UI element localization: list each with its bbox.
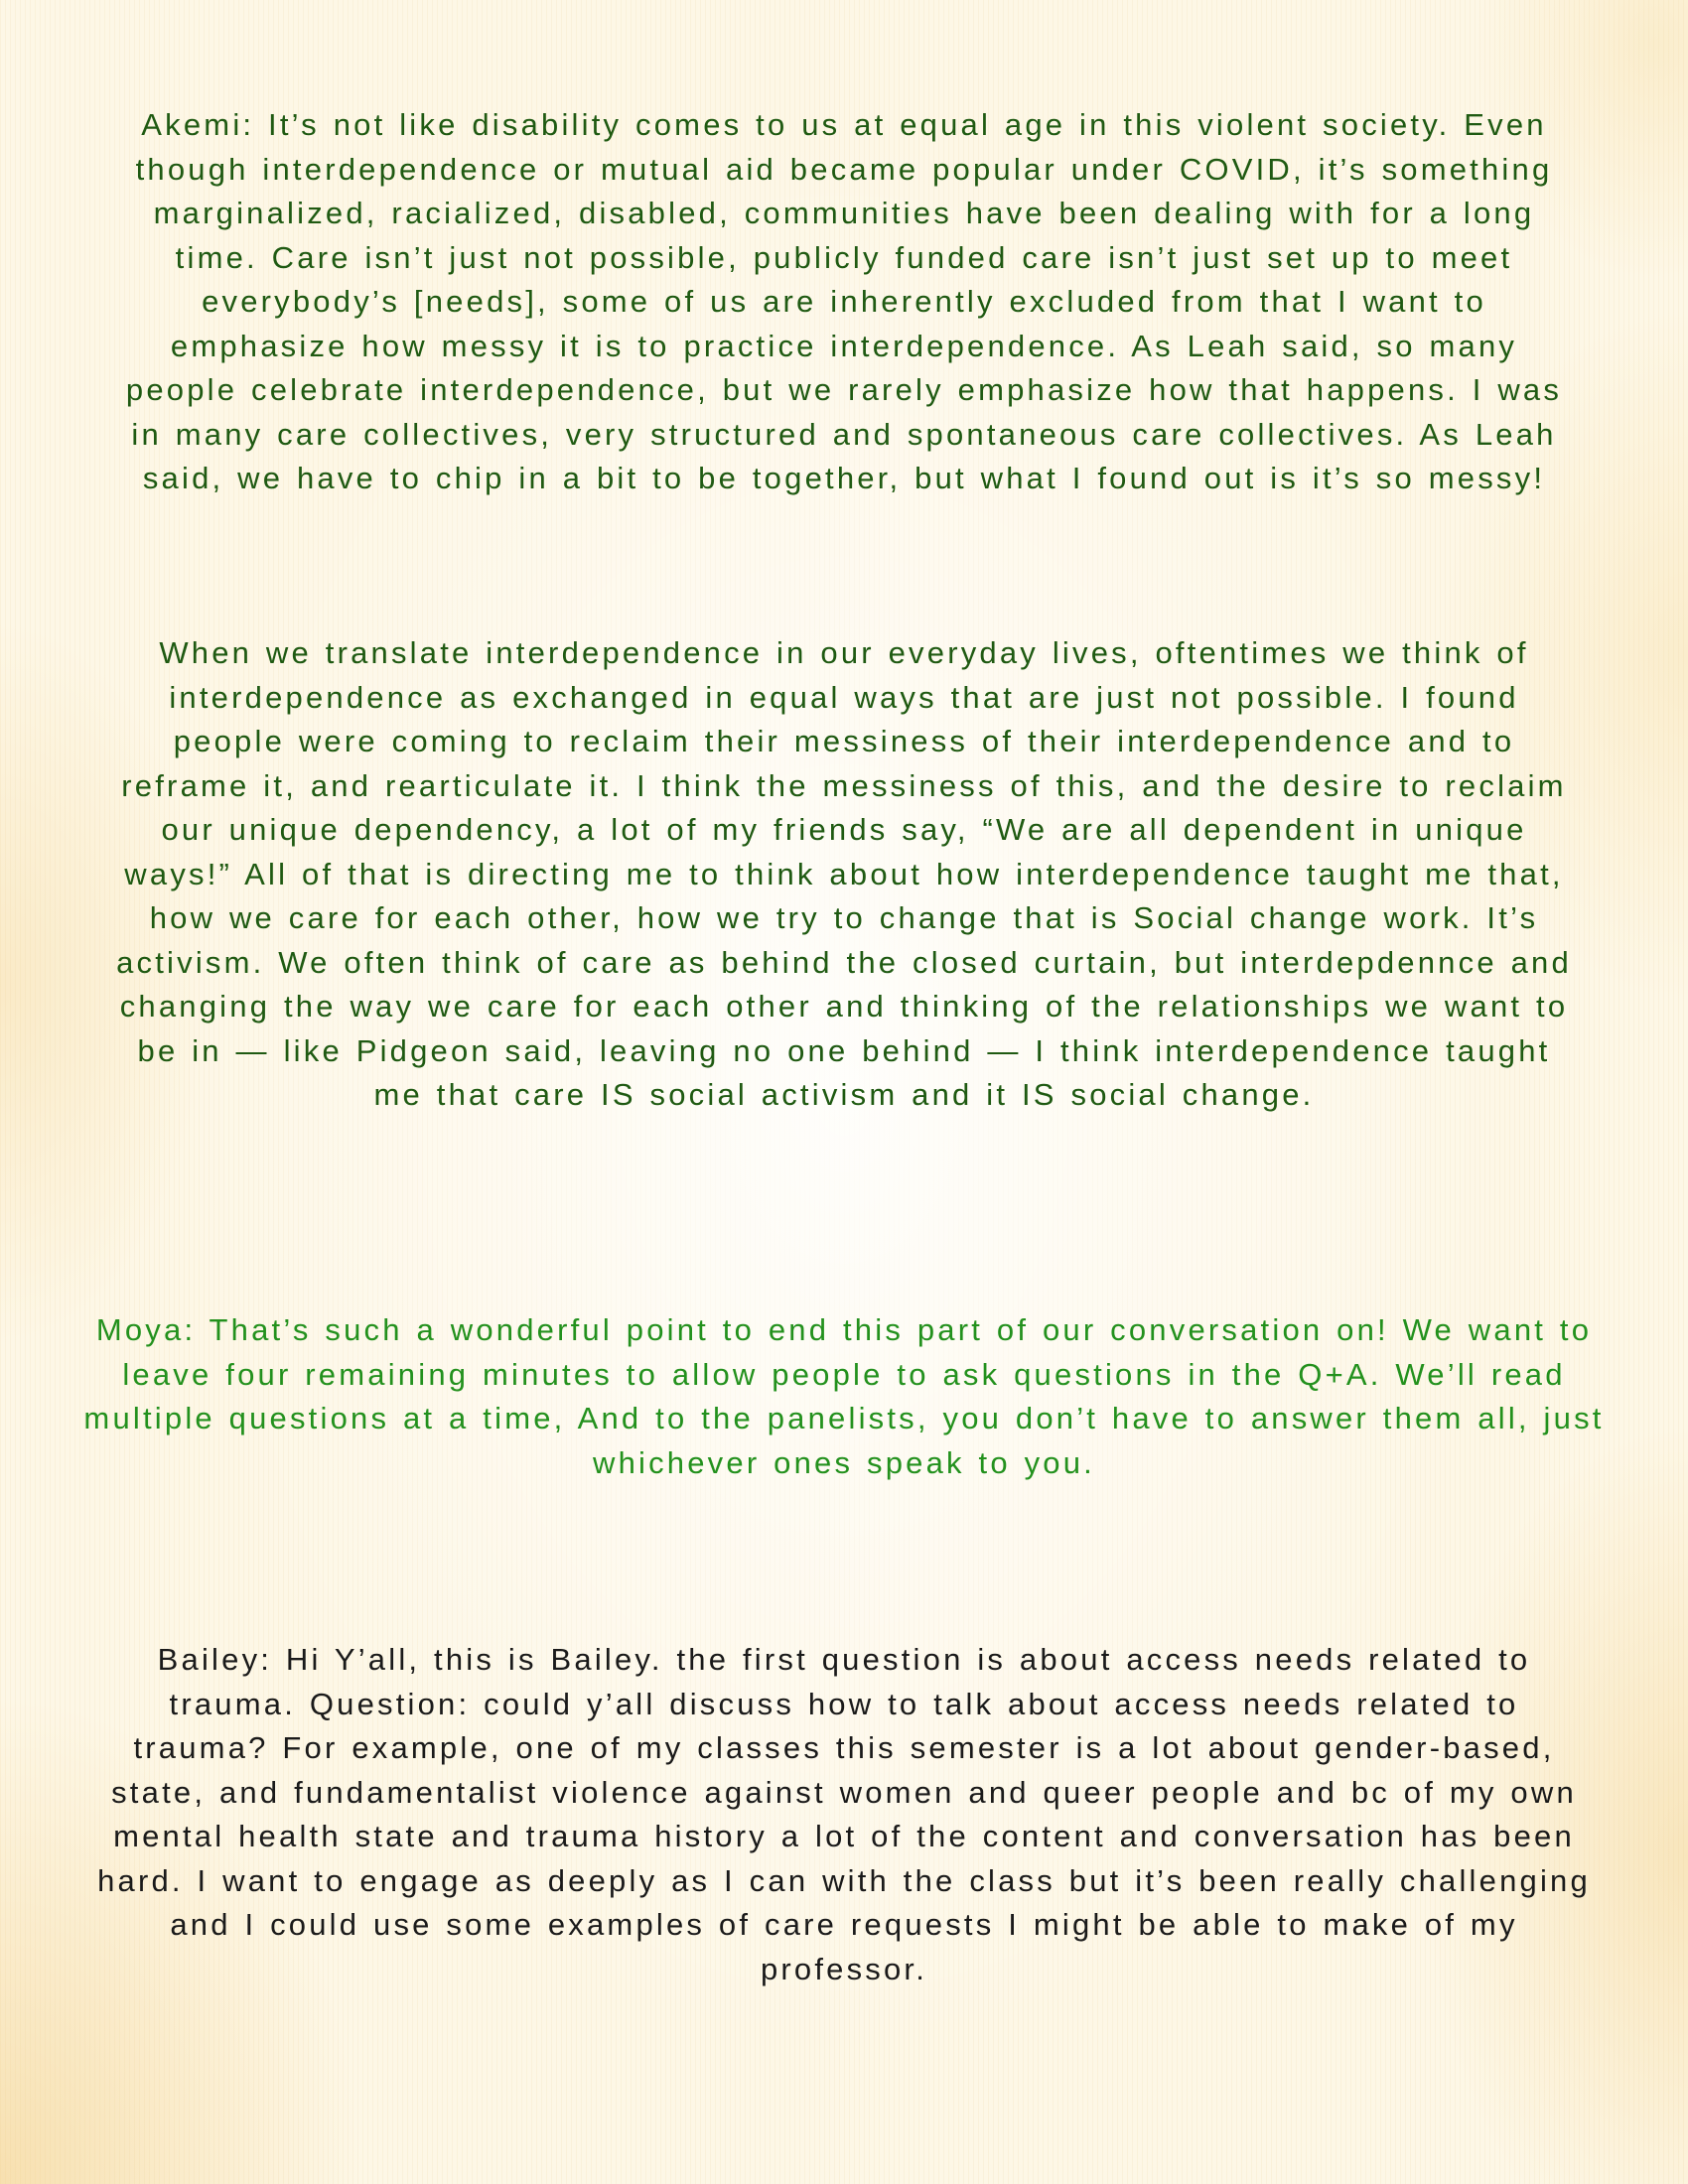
- akemi-paragraph-1: Akemi: It’s not like disability comes to us at equal age in this violent society. Even though interdependence or mutual aid became popular under COVID, it’s something marginalized, racialized, disabled, communities have been dealing with for a long time. Care isn’t just not possible, publicly funded care isn’t just set up to meet everybody’s [needs], some of us are inherently excluded from that I want to emphasize how messy it is to practice interdependence. As Leah said, so many people celebrate interdependence, but we rarely emphasize how that happens. I was in many care collectives, very structured and spontaneous care collectives. As Leah said, we have to chip in a bit to be together, but what I found out is it’s so messy!: [125, 107, 1563, 495]
- bailey-paragraph: Bailey: Hi Y’all, this is Bailey. the first question is about access needs related to trauma. Question: could y’all discuss how to talk about access needs related to trauma? For example, one of my classes this semester is a lot about gender-based, state, and fundamentalist violence against women and queer people and bc of my own mental health state and trauma history a lot of the content and conversation has been hard. I want to engage as deeply as I can with the class but it’s been really challenging and I could use some examples of care requests I might be able to make of my professor.: [97, 1642, 1591, 1986]
- moya-paragraph: Moya: That’s such a wonderful point to end this part of our conversation on! We want to leave four remaining minutes to allow people to ask questions in the Q+A. We’ll read multiple questions at a time, And to the panelists, you don’t have to answer them all, just whichever ones speak to you.: [83, 1312, 1605, 1480]
- akemi-paragraph-2: When we translate interdependence in our everyday lives, oftentimes we think of interdependence as exchanged in equal ways that are just not possible. I found people were coming to reclaim their messiness of their interdependence and to reframe it, and rearticulate it. I think the messiness of this, and the desire to reclaim our unique dependency, a lot of my friends say, “We are all dependent in unique ways!” All of that is directing me to think about how interdependence taught me that, how we care for each other, how we try to change that is Social change work. It’s activism. We often think of care as behind the closed curtain, but interdepdennce and changing the way we care for each other and thinking of the relationships we want to be in — like Pidgeon said, leaving no one behind — I think interdependence taught me that care IS social activism and it IS social change.: [116, 635, 1572, 1112]
